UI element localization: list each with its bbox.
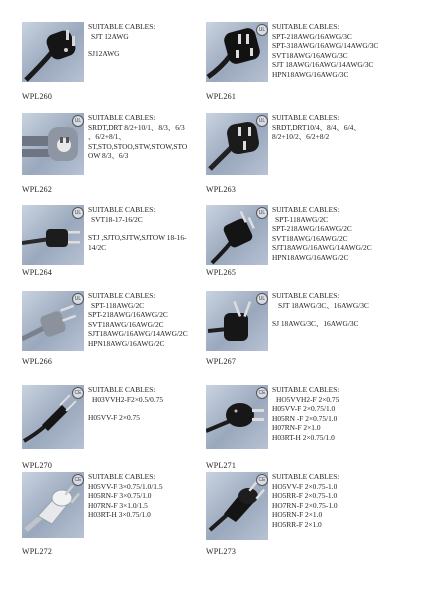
cable-line: HO5RR-F 2×1.0 bbox=[272, 519, 322, 529]
cable-line: STJ ,SJTO,SJTW,SJTOW 18-16- bbox=[88, 233, 187, 243]
cable-line: H05RN -F 2×0.75/1.0 bbox=[272, 413, 338, 423]
cable-heading: SUITABLE CABLES: bbox=[88, 113, 156, 122]
ul-certification-icon: UL bbox=[256, 207, 268, 219]
ul-certification-icon: UL bbox=[256, 115, 268, 127]
plug-photo bbox=[22, 291, 84, 351]
cable-line: 、6/2+8/1、 bbox=[88, 132, 126, 142]
cable-heading: SUITABLE CABLES: bbox=[88, 205, 156, 214]
plug-photo bbox=[206, 385, 268, 449]
product-wpl265 bbox=[206, 205, 412, 295]
ul-certification-icon: UL bbox=[256, 24, 268, 36]
cable-line: H03RT-H 2×0.75/1.0 bbox=[272, 432, 335, 442]
plug-photo bbox=[22, 113, 84, 175]
cable-line: SPT-218AWG/16AWG/3C bbox=[272, 31, 352, 41]
cable-heading: SUITABLE CABLES: bbox=[272, 291, 340, 300]
cable-line: SVT18AWG/16AWG/2C bbox=[88, 319, 164, 329]
ul-certification-icon: UL bbox=[72, 293, 84, 305]
cable-line: H07RN-F 2×1.0 bbox=[272, 423, 321, 433]
cable-line: SVT18-17-16/2C bbox=[91, 214, 143, 224]
cable-heading: SUITABLE CABLES: bbox=[272, 472, 340, 481]
cable-line: H05RN-F 3×0.75/1.0 bbox=[88, 491, 152, 501]
product-code: WPL264 bbox=[22, 268, 53, 277]
product-code: WPL271 bbox=[206, 461, 237, 470]
cable-line: H05VV-F 2×0.75 bbox=[88, 413, 140, 423]
product-code: WPL265 bbox=[206, 268, 237, 277]
cable-heading: SUITABLE CABLES: bbox=[88, 22, 156, 31]
cable-list bbox=[272, 291, 412, 329]
cable-list bbox=[272, 205, 412, 263]
cable-heading: SUITABLE CABLES: bbox=[88, 385, 156, 394]
ce-certification-icon: CE bbox=[72, 387, 84, 399]
cable-list bbox=[272, 22, 412, 80]
plug-photo bbox=[22, 472, 84, 538]
product-code: WPL261 bbox=[206, 92, 237, 101]
cable-line: HPN18AWG/16AWG/2C bbox=[272, 252, 349, 262]
cable-line: 14/2C bbox=[88, 242, 107, 252]
product-wpl271 bbox=[206, 385, 412, 475]
ul-certification-icon: UL bbox=[72, 115, 84, 127]
product-code: WPL270 bbox=[22, 461, 53, 470]
cable-line: HO5VV-F 2×0.75-1.0 bbox=[272, 481, 338, 491]
plug-photo bbox=[206, 22, 268, 82]
product-code: WPL263 bbox=[206, 185, 237, 194]
cable-line: H03RT-H 3×0.75/1.0 bbox=[88, 510, 151, 520]
product-wpl267 bbox=[206, 291, 412, 381]
plug-photo bbox=[206, 113, 268, 175]
cable-line: SJT 18AWG/3C、16AWG/3C bbox=[278, 300, 369, 310]
product-wpl270 bbox=[22, 385, 228, 475]
product-wpl266 bbox=[22, 291, 228, 381]
cable-line: SVT18AWG/16AWG/3C bbox=[272, 50, 348, 60]
cable-line: OW 8/3、6/3 bbox=[88, 151, 129, 161]
product-wpl260 bbox=[22, 22, 228, 112]
cable-line: SPT-218AWG/16AWG/2C bbox=[272, 224, 352, 234]
product-code: WPL272 bbox=[22, 547, 53, 556]
cable-line: SPT-318AWG/16AWG/14AWG/3C bbox=[272, 41, 379, 51]
plug-photo bbox=[22, 205, 84, 265]
product-wpl273 bbox=[206, 472, 412, 562]
cable-line: H05VV-F 2×0.75/1.0 bbox=[272, 404, 336, 414]
cable-list bbox=[272, 113, 412, 142]
cable-line: SJT 12AWG bbox=[91, 31, 129, 41]
cable-line: HPN18AWG/16AWG/2C bbox=[88, 338, 165, 348]
cable-heading: SUITABLE CABLES: bbox=[272, 385, 340, 394]
cable-line: H03VVH2-F2×0.5/0.75 bbox=[92, 394, 164, 404]
product-wpl272 bbox=[22, 472, 228, 562]
cable-line: SVT18AWG/16AWG/2C bbox=[272, 233, 348, 243]
cable-line: SPT-118AWG/2C bbox=[91, 300, 145, 310]
cable-line: SRDT,DRT10/4、8/4、6/4、 bbox=[272, 122, 361, 132]
ce-certification-icon: CE bbox=[72, 474, 84, 486]
cable-line: H05VV-F 3×0.75/1.0/1.5 bbox=[88, 481, 163, 491]
plug-photo bbox=[206, 472, 268, 540]
cable-heading: SUITABLE CABLES: bbox=[272, 205, 340, 214]
cable-line: SPT-218AWG/16AWG/2C bbox=[88, 310, 168, 320]
cable-heading: SUITABLE CABLES: bbox=[272, 113, 340, 122]
cable-heading: SUITABLE CABLES: bbox=[88, 291, 156, 300]
cable-list bbox=[272, 385, 412, 443]
product-wpl263 bbox=[206, 113, 412, 203]
cable-line: SPT-118AWG/2C bbox=[275, 214, 329, 224]
cable-line: SJT 18AWG/16AWG/14AWG/3C bbox=[272, 60, 374, 70]
ce-certification-icon: CE bbox=[256, 387, 268, 399]
cable-line: ST,STO,STOO,STW,STOW,STO bbox=[88, 141, 188, 151]
product-code: WPL267 bbox=[206, 357, 237, 366]
cable-line: 8/2+10/2、6/2+8/2 bbox=[272, 132, 330, 142]
ul-certification-icon: UL bbox=[256, 293, 268, 305]
cable-line: SJT18AWG/16AWG/14AWG/2C bbox=[272, 243, 372, 253]
cable-line: HO5VVH2-F 2×0.75 bbox=[276, 394, 340, 404]
cable-line: SJ 18AWG/3C、16AWG/3C bbox=[272, 319, 359, 329]
product-code: WPL266 bbox=[22, 357, 53, 366]
product-code: WPL262 bbox=[22, 185, 53, 194]
plug-photo bbox=[206, 205, 268, 265]
plug-photo bbox=[22, 22, 84, 82]
plug-photo bbox=[22, 385, 84, 449]
ce-certification-icon: CE bbox=[256, 474, 268, 486]
cable-line: SJ12AWG bbox=[88, 49, 120, 59]
plug-photo bbox=[206, 291, 268, 351]
product-wpl261 bbox=[206, 22, 412, 112]
cable-line bbox=[272, 310, 412, 319]
product-code: WPL273 bbox=[206, 547, 237, 556]
product-code: WPL260 bbox=[22, 92, 53, 101]
cable-list bbox=[272, 472, 412, 530]
cable-line: SRDT,DRT 8/2+10/1、8/3、6/3 bbox=[88, 122, 185, 132]
cable-heading: SUITABLE CABLES: bbox=[88, 472, 156, 481]
cable-line: HPN18AWG/16AWG/3C bbox=[272, 69, 349, 79]
ul-certification-icon: UL bbox=[72, 207, 84, 219]
cable-heading: SUITABLE CABLES: bbox=[272, 22, 340, 31]
cable-line: H07RN-F 3×1.0/1.5 bbox=[88, 500, 148, 510]
cable-line: HO5RR-F 2×0.75-1.0 bbox=[272, 491, 338, 501]
cable-line: HO5RN-F 2×1.0 bbox=[272, 510, 323, 520]
product-wpl262 bbox=[22, 113, 228, 203]
cable-line: SJT18AWG/16AWG/14AWG/2C bbox=[88, 329, 188, 339]
cable-line: HO7RN-F 2×0.75-1.0 bbox=[272, 500, 338, 510]
product-wpl264 bbox=[22, 205, 228, 295]
